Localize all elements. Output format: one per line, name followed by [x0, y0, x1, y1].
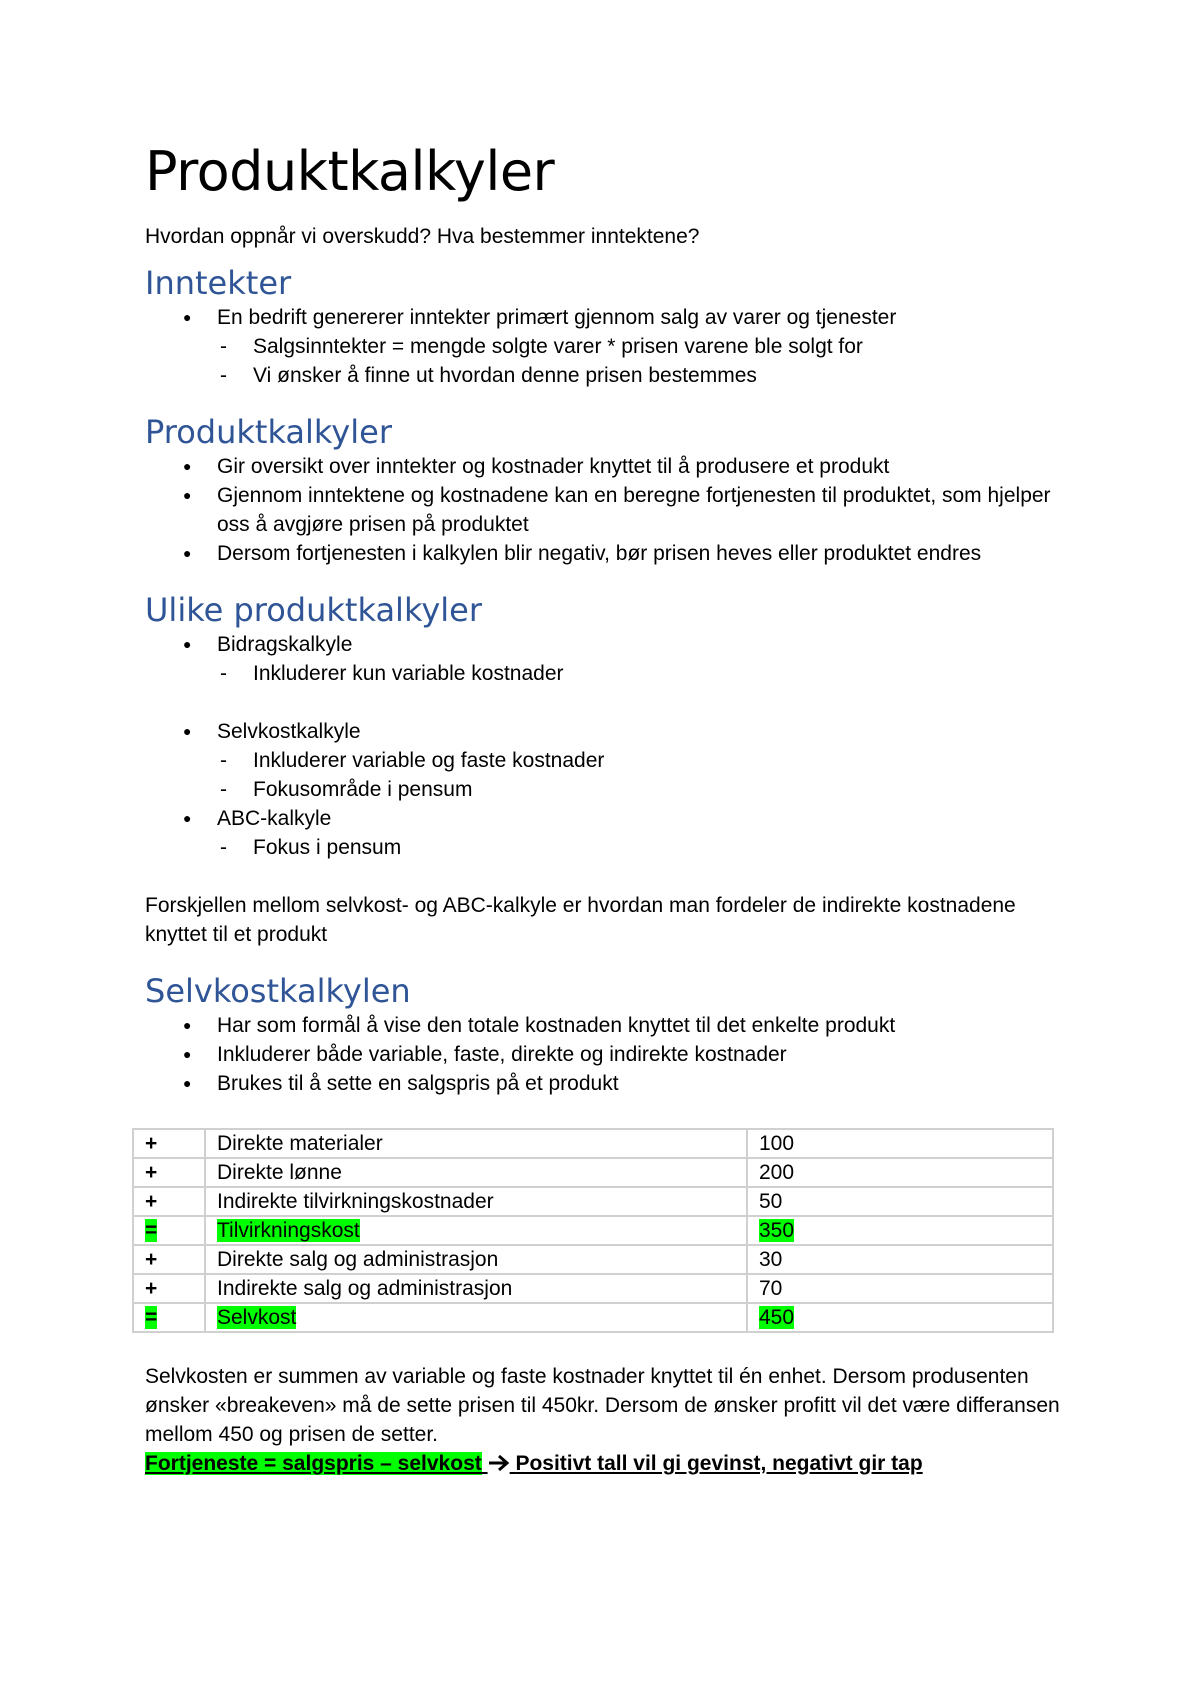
selvkost-table: [132, 1128, 1054, 1333]
document-page: [145, 140, 1065, 1478]
sub-list-item: - Fokusområde i pensum: [217, 775, 1065, 804]
formula-highlight: Fortjeneste = salgspris – selvkost: [145, 1452, 482, 1475]
row-operator: +: [133, 1274, 205, 1303]
row-label: Direkte materialer: [205, 1129, 747, 1158]
conclusion-paragraph: Selvkosten er summen av variable og faste kostnader knyttet til én enhet. Dersom produsenten ønsker «breakeven» må de sette prisen til 450kr. Dersom de ønsker profitt vil det være differansen mellom 450 og prisen de setter.: [145, 1365, 1060, 1446]
row-label: Direkte salg og administrasjon: [205, 1245, 747, 1274]
ulike-list: [145, 630, 1065, 688]
list-item: ● Har som formål å vise den totale kostnaden knyttet til det enkelte produkt: [145, 1011, 1065, 1040]
row-label: Indirekte salg og administrasjon: [205, 1274, 747, 1303]
row-operator: +: [133, 1158, 205, 1187]
sub-list-item: - Salgsinntekter = mengde solgte varer * prisen varene ble solgt for: [217, 332, 1065, 361]
list-item: ● Bidragskalkyle - Inkluderer kun variable kostnader: [145, 630, 1065, 688]
row-operator: +: [133, 1245, 205, 1274]
row-operator: =: [133, 1303, 205, 1332]
heading-inntekter: Inntekter: [145, 264, 292, 302]
list-item: ● Gir oversikt over inntekter og kostnader knyttet til å produsere et produkt: [145, 452, 1065, 481]
list-item: ● Dersom fortjenesten i kalkylen blir negativ, bør prisen heves eller produktet endres: [145, 539, 1065, 568]
list-item: ● Inkluderer både variable, faste, direkte og indirekte kostnader: [145, 1040, 1065, 1069]
inntekter-list: [145, 303, 1065, 390]
sub-list-item: - Inkluderer kun variable kostnader: [217, 659, 1065, 688]
formula-result: Positivt tall vil gi gevinst, negativt gir tap: [515, 1452, 923, 1475]
row-value: 30: [747, 1245, 1053, 1274]
list-item: ● En bedrift genererer inntekter primært gjennom salg av varer og tjenester - Salgsinntekter = mengde solgte varer * prisen varene ble solgt for - Vi ønsker å finne ut hvordan denne prisen bestemmes: [145, 303, 1065, 390]
row-label: Selvkost: [205, 1303, 747, 1332]
document-title: Produktkalkyler: [145, 140, 555, 203]
row-operator: +: [133, 1129, 205, 1158]
table-row: [133, 1129, 1053, 1158]
row-value: 350: [747, 1216, 1053, 1245]
sub-list-item: - Fokus i pensum: [217, 833, 1065, 862]
heading-selvkostkalkylen: Selvkostkalkylen: [145, 972, 411, 1010]
table-row: [133, 1187, 1053, 1216]
table-row: [133, 1158, 1053, 1187]
row-label: Indirekte tilvirkningskostnader: [205, 1187, 747, 1216]
row-value: 70: [747, 1274, 1053, 1303]
row-value: 450: [747, 1303, 1053, 1332]
row-label: Tilvirkningskost: [205, 1216, 747, 1245]
row-label: Direkte lønne: [205, 1158, 747, 1187]
sub-list: [217, 332, 1065, 390]
row-value: 100: [747, 1129, 1053, 1158]
heading-produktkalkyler: Produktkalkyler: [145, 413, 392, 451]
sub-list-item: - Inkluderer variable og faste kostnader: [217, 746, 1065, 775]
row-operator: =: [133, 1216, 205, 1245]
table-row-total: [133, 1216, 1053, 1245]
produktkalkyler-list: [145, 452, 1065, 568]
row-operator: +: [133, 1187, 205, 1216]
sub-list: [217, 833, 1065, 862]
sub-list-item: - Vi ønsker å finne ut hvordan denne prisen bestemmes: [217, 361, 1065, 390]
heading-ulike-produktkalkyler: Ulike produktkalkyler: [145, 591, 482, 629]
list-item: ● Selvkostkalkyle - Inkluderer variable og faste kostnader - Fokusområde i pensum: [145, 717, 1065, 804]
arrow-right-icon: [488, 1454, 510, 1472]
sub-list: [217, 659, 1065, 688]
list-item: ● Brukes til å sette en salgspris på et produkt: [145, 1069, 1065, 1098]
formula-line: [145, 1449, 1065, 1478]
list-item: ● ABC-kalkyle - Fokus i pensum: [145, 804, 1065, 862]
table-row: [133, 1274, 1053, 1303]
table-row-total: [133, 1303, 1053, 1332]
row-value: 200: [747, 1158, 1053, 1187]
row-value: 50: [747, 1187, 1053, 1216]
difference-paragraph: Forskjellen mellom selvkost- og ABC-kalkyle er hvordan man fordeler de indirekte kostnadene knyttet til et produkt: [145, 894, 1016, 946]
list-item: ● Gjennom inntektene og kostnadene kan en beregne fortjenesten til produktet, som hjelper oss å avgjøre prisen på produktet: [145, 481, 1065, 539]
sub-list: [217, 746, 1065, 804]
selvkost-list: [145, 1011, 1065, 1098]
table-row: [133, 1245, 1053, 1274]
ulike-list-2: [145, 717, 1065, 862]
intro-paragraph: Hvordan oppnår vi overskudd? Hva bestemmer inntektene?: [145, 225, 700, 248]
